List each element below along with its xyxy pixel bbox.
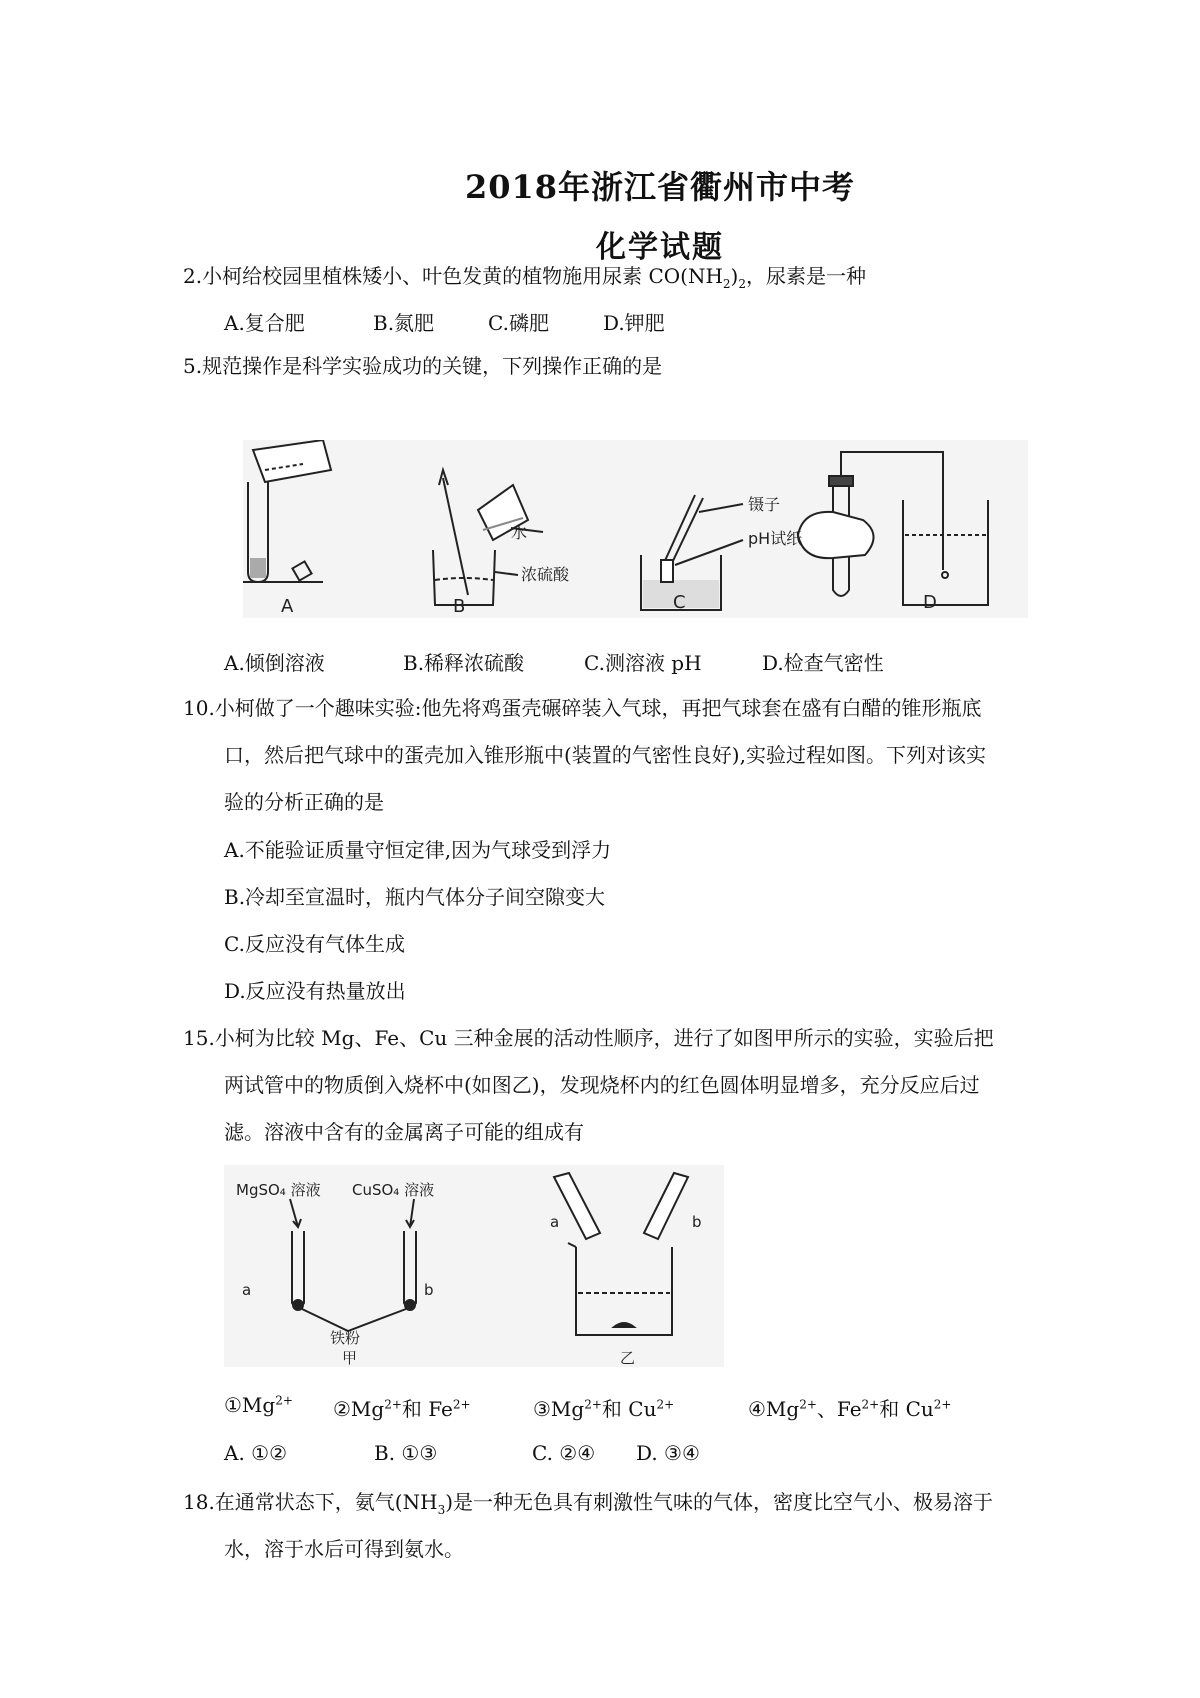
q10-stem-line-2: 口，然后把气球中的蛋壳加入锥形瓶中(装置的气密性良好),实验过程如图。下列对该实 <box>224 743 986 767</box>
q15-option-b: B. ①③ <box>374 1441 438 1465</box>
q5-stem: 5.规范操作是科学实验成功的关键，下列操作正确的是 <box>183 354 663 378</box>
label-tweezers: 镊子 <box>748 495 781 514</box>
label-mgso4: MgSO₄ 溶液 <box>236 1181 321 1199</box>
q10-option-d: D.反应没有热量放出 <box>224 979 406 1003</box>
q15-option-c: C. ②④ <box>532 1441 596 1465</box>
label-water: 水 <box>511 523 528 542</box>
q5-option-c: C.测溶液 pH <box>584 651 702 675</box>
label-tube-b-yi: b <box>692 1213 702 1231</box>
exam-title: 2018年浙江省衢州市中考 <box>464 168 856 206</box>
label-cuso4: CuSO₄ 溶液 <box>352 1181 435 1199</box>
ion-combo-1: $①Mg^{2+}$ <box>224 1393 293 1417</box>
q15-stem-line-1: 15.小柯为比较 Mg、Fe、Cu 三种金展的活动性顺序，进行了如图甲所示的实验，实验后把 <box>183 1026 994 1050</box>
ion-combo-4: $④Mg^{2+}$、$Fe^{2+}$和 $Cu^{2+}$ <box>748 1397 952 1421</box>
q15-figure <box>224 1165 724 1367</box>
q18-stem-line-2: 水，溶于水后可得到氨水。 <box>224 1537 464 1561</box>
panel-label-b: B <box>453 596 466 617</box>
q5-figure <box>243 440 1028 618</box>
q2-option-c: C.磷肥 <box>488 311 549 335</box>
label-tube-a: a <box>242 1281 252 1299</box>
q2-stem: 2.小柯给校园里植株矮小、叶色发黄的植物施用尿素 $CO(NH_2)_2$，尿素是一种 <box>183 264 866 291</box>
exam-subtitle: 化学试题 <box>596 230 724 265</box>
panel-label-d: D <box>923 592 937 613</box>
q15-option-a: A. ①② <box>224 1441 288 1465</box>
label-tube-b: b <box>424 1281 434 1299</box>
q10-stem-line-3: 验的分析正确的是 <box>224 790 384 814</box>
q15-stem-line-2: 两试管中的物质倒入烧杯中(如图乙)，发现烧杯内的红色圆体明显增多，充分反应后过 <box>224 1073 980 1097</box>
q15-stem-line-3: 滤。溶液中含有的金属离子可能的组成有 <box>224 1120 584 1144</box>
q15-option-d: D. ③④ <box>636 1441 700 1465</box>
q10-option-b: B.冷却至宣温时，瓶内气体分子间空隙变大 <box>224 885 606 909</box>
q10-option-c: C.反应没有气体生成 <box>224 932 405 956</box>
q5-option-d: D.检查气密性 <box>762 651 884 675</box>
q18-stem-line-1: 18.在通常状态下，氨气$(NH_3)$是一种无色具有刺激性气味的气体，密度比空气小、极易溶于 <box>183 1490 994 1517</box>
q5-option-b: B.稀释浓硫酸 <box>403 651 525 675</box>
q10-stem-line-1: 10.小柯做了一个趣味实验:他先将鸡蛋壳碾碎装入气球，再把气球套在盛有白醋的锥形瓶底 <box>183 696 982 720</box>
label-tube-a-yi: a <box>550 1213 560 1231</box>
label-conc-sulfuric: 浓硫酸 <box>521 565 570 584</box>
q2-option-b: B.氮肥 <box>373 311 435 335</box>
label-ph-paper: pH试纸 <box>748 529 803 548</box>
q5-option-a: A.倾倒溶液 <box>224 651 325 675</box>
panel-label-c: C <box>673 592 686 613</box>
q10-option-a: A.不能验证质量守恒定律,因为气球受到浮力 <box>224 838 612 862</box>
ion-combo-2: $②Mg^{2+}$和 $Fe^{2+}$ <box>333 1397 471 1421</box>
label-iron-powder: 铁粉 <box>330 1329 361 1347</box>
label-yi: 乙 <box>620 1349 636 1367</box>
q15-apparatus-drawing <box>224 1165 724 1367</box>
q5-apparatus-drawing <box>243 440 1028 618</box>
q2-option-a: A.复合肥 <box>224 311 305 335</box>
label-jia: 甲 <box>342 1349 358 1367</box>
panel-label-a: A <box>281 596 294 617</box>
ion-combo-3: $③Mg^{2+}$和 $Cu^{2+}$ <box>533 1397 675 1421</box>
q2-option-d: D.钾肥 <box>603 311 665 335</box>
